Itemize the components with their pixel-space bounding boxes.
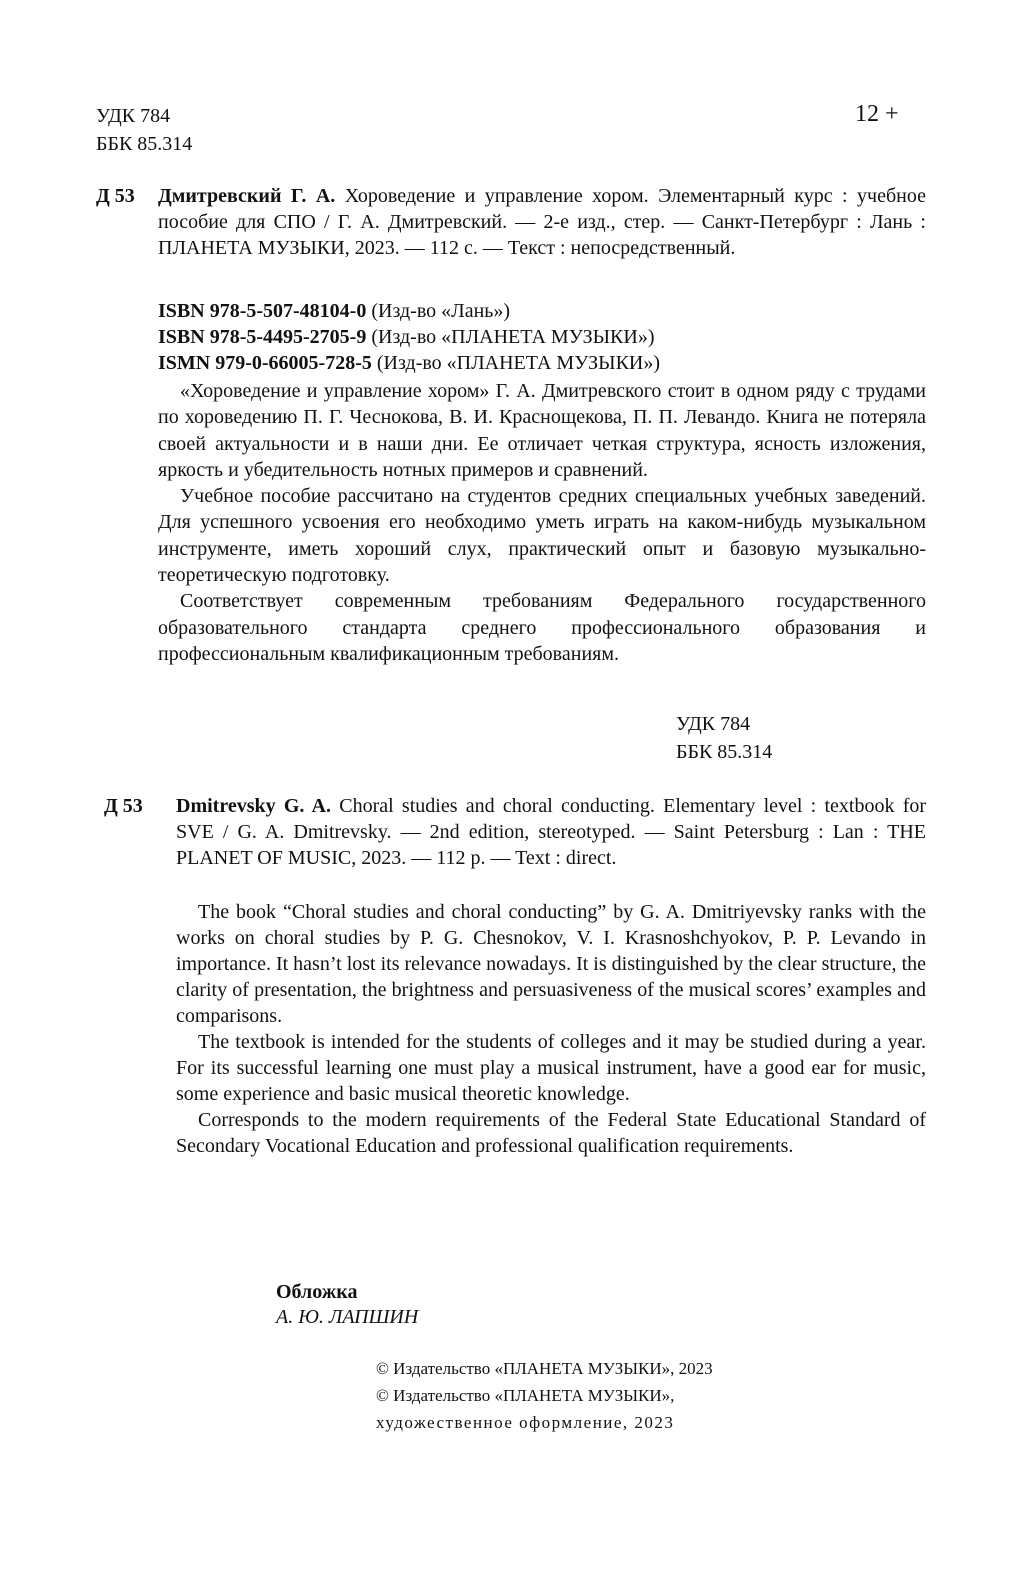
- en-annotation-paragraph: The textbook is intended for the students of colleges and it may be studied during a year. For its successful learning one must play a musical instrument, have a good ear for music, some experience and basic musical theoretic knowledge.: [176, 1031, 926, 1105]
- ru-annotation-paragraph: Соответствует современным требованиям Федерального государственного образовательного стандарта среднего профессионального образования и профессиональным квалификационным требованиям.: [158, 590, 926, 665]
- copyright-line: © Издательство «ПЛАНЕТА МУЗЫКИ»,: [376, 1386, 675, 1405]
- ru-citation-text: Хороведение и управление хором. Элементарный курс : учебное пособие для СПО / Г. А. Дмитревский. — 2-е изд., стер. — Санкт-Петербург : Лань : ПЛАНЕТА МУЗЫКИ, 2023. — 112 с. — Текст : непосредственный.: [158, 185, 926, 259]
- en-author: Dmitrevsky G. A.: [176, 795, 331, 817]
- cover-artist: А. Ю. ЛАПШИН: [276, 1306, 419, 1328]
- cover-label: Обложка: [276, 1281, 358, 1303]
- ru-citation: [158, 183, 926, 261]
- header-bbk: ББК 85.314: [96, 133, 193, 155]
- ru-annotation-paragraph: Учебное пособие рассчитано на студентов средних специальных учебных заведений. Для успешного усвоения его необходимо уметь играть на каком-нибудь музыкальном инструменте, иметь хороший слух, практический опыт и базовую музыкально-теоретическую подготовку.: [158, 485, 926, 587]
- ru-code: Д 53: [96, 185, 135, 207]
- ru-isbn-list: [158, 298, 926, 376]
- en-annotation-paragraph: The book “Choral studies and choral conducting” by G. A. Dmitriyevsky ranks with the works on choral studies by P. G. Chesnokov, V. I. Krasnoshchyokov, P. P. Levando in importance. It hasn’t lost its relevance nowadays. It is distinguished by the clear structure, the clarity of presentation, the brightness and persuasiveness of the musical scores’ examples and comparisons.: [176, 901, 926, 1027]
- isbn-line: ISBN 978-5-4495-2705-9 (Изд-во «ПЛАНЕТА МУЗЫКИ»): [158, 326, 655, 348]
- header-udk: УДК 784: [96, 105, 171, 127]
- ru-udk: УДК 784: [676, 713, 751, 735]
- copyright-line: © Издательство «ПЛАНЕТА МУЗЫКИ», 2023: [376, 1359, 713, 1378]
- en-code: Д 53: [104, 795, 143, 817]
- ru-annotation: [158, 378, 926, 667]
- age-rating: 12 +: [855, 101, 899, 127]
- ru-author: Дмитревский Г. А.: [158, 185, 336, 207]
- ismn-line: ISMN 979-0-66005-728-5 (Изд-во «ПЛАНЕТА МУЗЫКИ»): [158, 352, 661, 374]
- en-annotation-paragraph: Corresponds to the modern requirements of the Federal State Educational Standard of Secondary Vocational Education and professional qualification requirements.: [176, 1109, 926, 1157]
- copyright-block: [376, 1355, 713, 1436]
- en-citation: [176, 793, 926, 871]
- en-citation-text: Choral studies and choral conducting. Elementary level : textbook for SVE / G. A. Dmitrevsky. — 2nd edition, stereotyped. — Saint Petersburg : Lan : THE PLANET OF MUSIC, 2023. — 112 p. — Text : direct.: [176, 795, 927, 869]
- copyright-line: художественное оформление, 2023: [376, 1413, 675, 1432]
- ru-annotation-paragraph: «Хороведение и управление хором» Г. А. Дмитревского стоит в одном ряду с трудами по хороведению П. Г. Чеснокова, В. И. Краснощекова, П. П. Левандо. Книга не потеряла своей актуальности и в наши дни. Ее отличает четкая структура, ясность изложения, яркость и убедительность нотных примеров и сравнений.: [158, 380, 926, 481]
- isbn-line: ISBN 978-5-507-48104-0 (Изд-во «Лань»): [158, 300, 511, 322]
- ru-bbk: ББК 85.314: [676, 741, 773, 763]
- en-annotation: [176, 899, 926, 1159]
